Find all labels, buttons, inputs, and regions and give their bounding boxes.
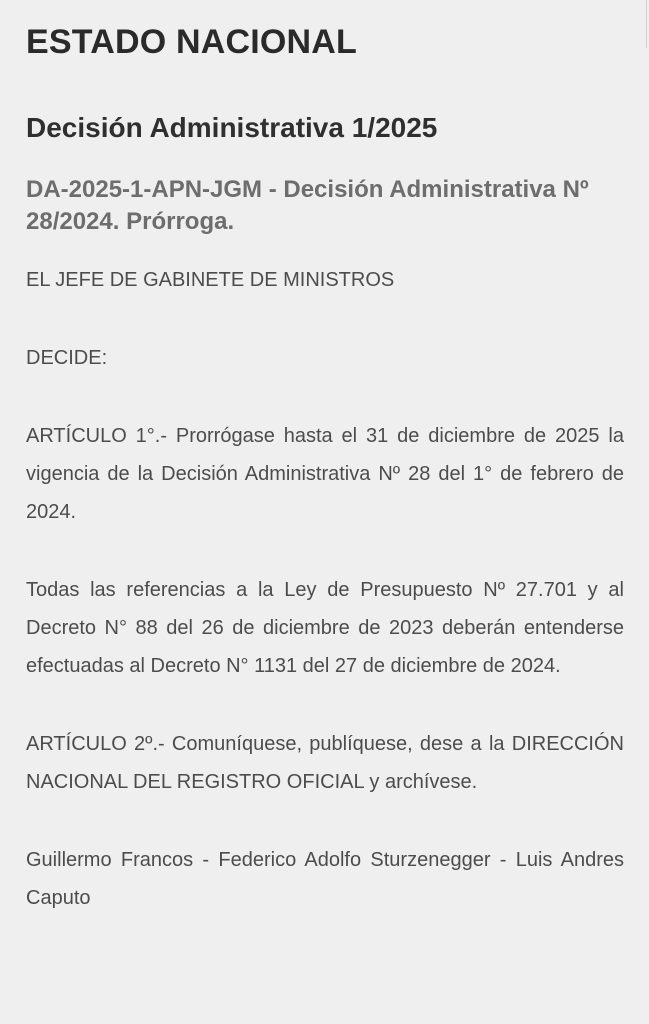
article-1-paragraph: ARTÍCULO 1°.- Prorrógase hasta el 31 de diciembre de 2025 la vigencia de la Decisión Administrativa Nº 28 del 1° de febrero de 2024. xyxy=(26,425,624,523)
decide-line: DECIDE: xyxy=(26,347,108,369)
references-paragraph: Todas las referencias a la Ley de Presupuesto Nº 27.701 y al Decreto N° 88 del 26 de diciembre de 2023 deberán entenderse efectuadas al Decreto N° 1131 del 27 de diciembre de 2024. xyxy=(26,579,624,677)
issuer-line: EL JEFE DE GABINETE DE MINISTROS xyxy=(26,269,395,291)
document-title: Decisión Administrativa 1/2025 xyxy=(26,112,438,143)
screen-edge-divider xyxy=(646,0,647,48)
document-subtitle: DA-2025-1-APN-JGM - Decisión Administrativa Nº 28/2024. Prórroga. xyxy=(26,176,589,235)
signatures-line: Guillermo Francos - Federico Adolfo Sturzenegger - Luis Andres Caputo xyxy=(26,849,624,909)
article-2-paragraph: ARTÍCULO 2º.- Comuníquese, publíquese, dese a la DIRECCIÓN NACIONAL DEL REGISTRO OFICIAL y archívese. xyxy=(26,733,624,793)
document-page xyxy=(26,20,624,917)
organization-title: ESTADO NACIONAL xyxy=(26,23,358,61)
